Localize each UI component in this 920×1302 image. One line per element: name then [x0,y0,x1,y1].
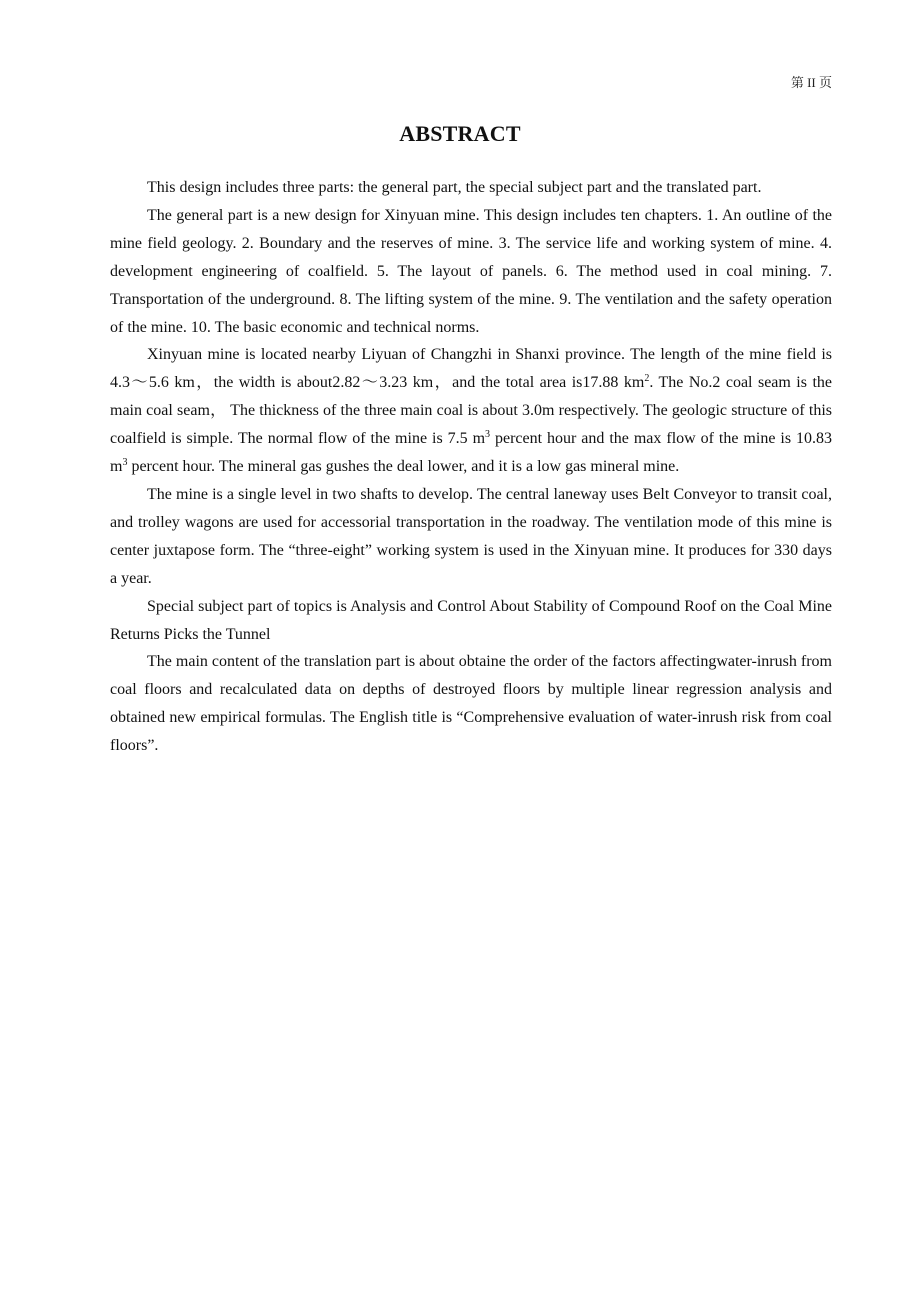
text-segment: . The No.2 coal seam is the main coal seam， The thickness of the three main coal is about 3.0m respectively. The geologic structure of this coalfield is simple. The normal flow of the mine is 7.5 m [110,374,832,448]
text-segment: Xinyuan mine is located nearby Liyuan of Changzhi in Shanxi province. The length of the mine field is 4.3～5.6 km，the width is about2.82～3.23 km，and the total area is17.88 km [110,346,832,392]
paragraph-translation-part: The main content of the translation part is about obtaine the order of the factors affectingwater-inrush from coal floors and recalculated data on depths of destroyed floors by multiple linear regression analysis and obtained new empirical formulas. The English title is “Comprehensive evaluation of water-inrush risk from coal floors”. [110,653,832,755]
page-number: 第 II 页 [790,75,832,90]
abstract-title: ABSTRACT [399,121,521,146]
paragraph-mine-location [110,341,832,481]
superscript: 3 [485,429,491,441]
paragraph-parts-overview: This design includes three parts: the general part, the special subject part and the translated part. [147,179,762,196]
superscript: 2 [644,373,650,385]
text-segment: percent hour. The mineral gas gushes the deal lower, and it is a low gas mineral mine. [127,458,680,476]
abstract-body [110,174,832,760]
text-segment: percent hour and the max flow of the mine is 10.83 m [110,430,832,476]
paragraph-general-part: The general part is a new design for Xinyuan mine. This design includes ten chapters. 1. An outline of the mine field geology. 2. Boundary and the reserves of mine. 3. The service life and working system of mine. 4. development engineering of coalfield. 5. The layout of panels. 6. The method used in coal mining. 7. Transportation of the underground. 8. The lifting system of the mine. 9. The ventilation and the safety operation of the mine. 10. The basic economic and technical norms. [110,206,832,336]
paragraph-development: The mine is a single level in two shafts to develop. The central laneway uses Belt Conveyor to transit coal, and trolley wagons are used for accessorial transportation in the roadway. The ventilation mode of this mine is center juxtapose form. The “three-eight” working system is used in the Xinyuan mine. It produces for 330 days a year. [110,485,832,587]
paragraph-special-subject: Special subject part of topics is Analysis and Control About Stability of Compound Roof on the Coal Mine Returns Picks the Tunnel [110,597,832,643]
superscript: 3 [122,457,128,469]
